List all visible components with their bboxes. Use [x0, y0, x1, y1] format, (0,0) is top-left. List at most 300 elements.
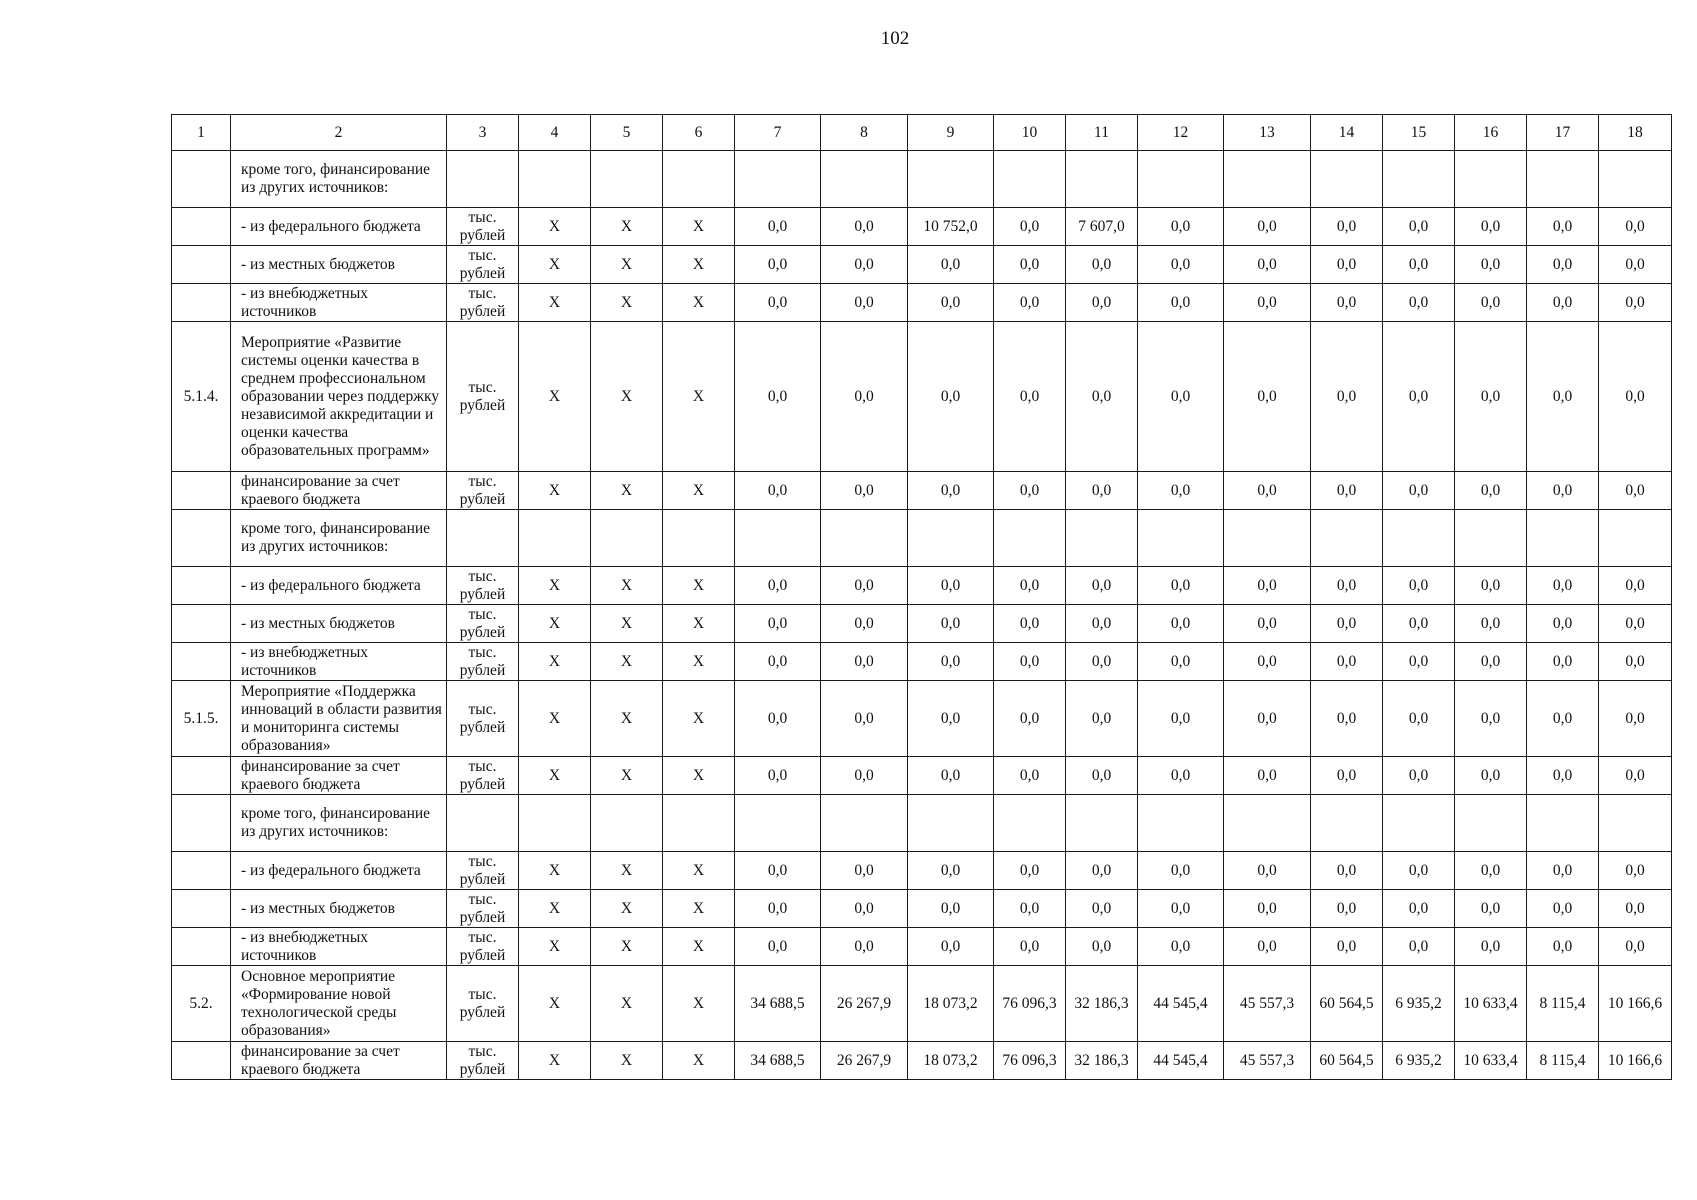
value-cell: 0,0 — [821, 284, 908, 322]
value-cell: 0,0 — [994, 605, 1066, 643]
marker-cell: Х — [519, 322, 591, 472]
row-number-cell — [172, 208, 231, 246]
column-header: 11 — [1066, 115, 1138, 151]
marker-cell — [591, 151, 663, 208]
marker-cell: Х — [663, 246, 735, 284]
marker-cell: Х — [519, 890, 591, 928]
budget-table — [171, 114, 1672, 1080]
value-cell: 32 186,3 — [1066, 1042, 1138, 1080]
value-cell: 10 633,4 — [1455, 1042, 1527, 1080]
value-cell: 0,0 — [1455, 852, 1527, 890]
row-number-cell — [172, 1042, 231, 1080]
column-header: 14 — [1311, 115, 1383, 151]
value-cell — [821, 151, 908, 208]
marker-cell: Х — [519, 284, 591, 322]
value-cell: 0,0 — [1311, 928, 1383, 966]
row-description-cell: финансирование за счет краевого бюджета — [231, 472, 447, 510]
value-cell — [1527, 510, 1599, 567]
value-cell: 0,0 — [1311, 567, 1383, 605]
value-cell — [1224, 510, 1311, 567]
value-cell: 0,0 — [1311, 472, 1383, 510]
value-cell: 0,0 — [821, 208, 908, 246]
value-cell: 0,0 — [821, 928, 908, 966]
table-row — [172, 928, 1672, 966]
value-cell: 0,0 — [1599, 643, 1672, 681]
value-cell: 0,0 — [1138, 472, 1224, 510]
value-cell — [908, 510, 994, 567]
value-cell: 0,0 — [1455, 890, 1527, 928]
value-cell — [821, 795, 908, 852]
marker-cell: Х — [591, 966, 663, 1042]
value-cell: 0,0 — [821, 852, 908, 890]
unit-cell — [447, 795, 519, 852]
value-cell: 10 166,6 — [1599, 1042, 1672, 1080]
unit-cell: тыс. рублей — [447, 284, 519, 322]
value-cell: 0,0 — [908, 643, 994, 681]
value-cell: 0,0 — [908, 928, 994, 966]
marker-cell: Х — [663, 1042, 735, 1080]
row-description-cell: кроме того, финансирование из других источников: — [231, 510, 447, 567]
value-cell: 0,0 — [1311, 246, 1383, 284]
column-header: 16 — [1455, 115, 1527, 151]
value-cell: 0,0 — [1138, 643, 1224, 681]
value-cell: 0,0 — [735, 605, 821, 643]
column-header: 7 — [735, 115, 821, 151]
unit-cell: тыс. рублей — [447, 757, 519, 795]
row-number-cell — [172, 284, 231, 322]
value-cell: 60 564,5 — [1311, 1042, 1383, 1080]
marker-cell: Х — [663, 567, 735, 605]
value-cell: 45 557,3 — [1224, 966, 1311, 1042]
value-cell: 0,0 — [994, 681, 1066, 757]
value-cell: 0,0 — [821, 757, 908, 795]
value-cell: 0,0 — [1138, 928, 1224, 966]
value-cell: 76 096,3 — [994, 966, 1066, 1042]
value-cell: 10 752,0 — [908, 208, 994, 246]
value-cell: 0,0 — [1311, 208, 1383, 246]
value-cell: 34 688,5 — [735, 966, 821, 1042]
value-cell: 0,0 — [1599, 246, 1672, 284]
table-row — [172, 322, 1672, 472]
marker-cell: Х — [519, 208, 591, 246]
value-cell: 0,0 — [1066, 852, 1138, 890]
value-cell: 0,0 — [908, 852, 994, 890]
table-row — [172, 284, 1672, 322]
value-cell — [735, 151, 821, 208]
value-cell — [735, 510, 821, 567]
marker-cell: Х — [519, 567, 591, 605]
value-cell: 0,0 — [1383, 757, 1455, 795]
table-row — [172, 1042, 1672, 1080]
marker-cell: Х — [663, 966, 735, 1042]
marker-cell: Х — [663, 208, 735, 246]
row-description-cell: Основное мероприятие «Формирование новой технологической среды образования» — [231, 966, 447, 1042]
marker-cell: Х — [591, 643, 663, 681]
value-cell: 26 267,9 — [821, 1042, 908, 1080]
unit-cell: тыс. рублей — [447, 890, 519, 928]
value-cell: 0,0 — [1455, 322, 1527, 472]
value-cell — [1311, 795, 1383, 852]
value-cell: 0,0 — [1311, 890, 1383, 928]
value-cell: 0,0 — [821, 567, 908, 605]
table-row — [172, 890, 1672, 928]
value-cell: 10 166,6 — [1599, 966, 1672, 1042]
marker-cell — [663, 795, 735, 852]
unit-cell: тыс. рублей — [447, 472, 519, 510]
row-description-cell: - из местных бюджетов — [231, 246, 447, 284]
value-cell — [1311, 510, 1383, 567]
marker-cell: Х — [519, 643, 591, 681]
column-header: 8 — [821, 115, 908, 151]
value-cell: 0,0 — [1138, 757, 1224, 795]
value-cell: 8 115,4 — [1527, 966, 1599, 1042]
value-cell: 0,0 — [735, 890, 821, 928]
value-cell: 0,0 — [1066, 567, 1138, 605]
value-cell — [1066, 510, 1138, 567]
table-row — [172, 208, 1672, 246]
value-cell: 76 096,3 — [994, 1042, 1066, 1080]
marker-cell: Х — [663, 605, 735, 643]
value-cell: 0,0 — [994, 246, 1066, 284]
value-cell: 0,0 — [1527, 322, 1599, 472]
row-number-cell: 5.1.5. — [172, 681, 231, 757]
value-cell: 7 607,0 — [1066, 208, 1138, 246]
row-number-cell — [172, 643, 231, 681]
value-cell: 0,0 — [1066, 928, 1138, 966]
value-cell: 0,0 — [1383, 208, 1455, 246]
marker-cell: Х — [519, 246, 591, 284]
value-cell: 0,0 — [908, 284, 994, 322]
marker-cell: Х — [663, 284, 735, 322]
value-cell: 0,0 — [1066, 322, 1138, 472]
value-cell: 0,0 — [1224, 928, 1311, 966]
marker-cell — [519, 151, 591, 208]
row-description-cell: - из внебюджетных источников — [231, 643, 447, 681]
value-cell: 0,0 — [1599, 852, 1672, 890]
unit-cell: тыс. рублей — [447, 852, 519, 890]
value-cell: 0,0 — [994, 757, 1066, 795]
table-row — [172, 472, 1672, 510]
marker-cell: Х — [591, 246, 663, 284]
marker-cell: Х — [519, 757, 591, 795]
value-cell: 0,0 — [908, 472, 994, 510]
table-row — [172, 966, 1672, 1042]
value-cell: 0,0 — [735, 567, 821, 605]
value-cell: 0,0 — [1224, 284, 1311, 322]
row-number-cell: 5.2. — [172, 966, 231, 1042]
value-cell: 0,0 — [821, 605, 908, 643]
column-header: 3 — [447, 115, 519, 151]
value-cell: 0,0 — [1138, 284, 1224, 322]
value-cell: 0,0 — [994, 890, 1066, 928]
value-cell — [1311, 151, 1383, 208]
value-cell: 18 073,2 — [908, 1042, 994, 1080]
value-cell — [1224, 151, 1311, 208]
marker-cell: Х — [591, 757, 663, 795]
marker-cell — [663, 151, 735, 208]
value-cell: 0,0 — [735, 852, 821, 890]
table-row — [172, 681, 1672, 757]
value-cell: 0,0 — [1527, 567, 1599, 605]
value-cell — [1138, 510, 1224, 567]
value-cell: 60 564,5 — [1311, 966, 1383, 1042]
value-cell: 0,0 — [1527, 757, 1599, 795]
value-cell: 0,0 — [994, 472, 1066, 510]
value-cell — [735, 795, 821, 852]
value-cell: 0,0 — [1527, 643, 1599, 681]
value-cell: 0,0 — [1599, 472, 1672, 510]
value-cell: 0,0 — [735, 472, 821, 510]
row-number-cell: 5.1.4. — [172, 322, 231, 472]
marker-cell: Х — [591, 208, 663, 246]
value-cell: 0,0 — [1383, 284, 1455, 322]
value-cell: 18 073,2 — [908, 966, 994, 1042]
row-number-cell — [172, 246, 231, 284]
marker-cell: Х — [591, 928, 663, 966]
value-cell: 0,0 — [1311, 605, 1383, 643]
marker-cell: Х — [591, 852, 663, 890]
value-cell: 0,0 — [735, 208, 821, 246]
value-cell: 0,0 — [1455, 757, 1527, 795]
column-header: 6 — [663, 115, 735, 151]
value-cell: 26 267,9 — [821, 966, 908, 1042]
value-cell: 0,0 — [1383, 472, 1455, 510]
value-cell: 0,0 — [994, 567, 1066, 605]
value-cell: 0,0 — [1066, 246, 1138, 284]
value-cell: 0,0 — [1455, 208, 1527, 246]
value-cell: 0,0 — [908, 567, 994, 605]
column-header: 2 — [231, 115, 447, 151]
value-cell: 0,0 — [1066, 643, 1138, 681]
value-cell: 0,0 — [1066, 605, 1138, 643]
marker-cell: Х — [591, 605, 663, 643]
value-cell: 0,0 — [1138, 605, 1224, 643]
value-cell: 0,0 — [1224, 605, 1311, 643]
value-cell: 0,0 — [1599, 605, 1672, 643]
value-cell: 0,0 — [1455, 643, 1527, 681]
value-cell: 0,0 — [1311, 284, 1383, 322]
row-number-cell — [172, 510, 231, 567]
marker-cell: Х — [591, 567, 663, 605]
page-number: 102 — [880, 28, 910, 49]
value-cell: 0,0 — [735, 928, 821, 966]
value-cell: 0,0 — [1599, 681, 1672, 757]
table-row — [172, 151, 1672, 208]
column-header: 1 — [172, 115, 231, 151]
column-header: 5 — [591, 115, 663, 151]
value-cell: 0,0 — [1383, 246, 1455, 284]
value-cell: 0,0 — [1455, 567, 1527, 605]
marker-cell: Х — [519, 681, 591, 757]
marker-cell: Х — [519, 928, 591, 966]
row-number-cell — [172, 890, 231, 928]
value-cell — [994, 795, 1066, 852]
column-header: 10 — [994, 115, 1066, 151]
value-cell: 0,0 — [908, 246, 994, 284]
marker-cell: Х — [519, 1042, 591, 1080]
value-cell: 0,0 — [1527, 605, 1599, 643]
value-cell: 0,0 — [1311, 852, 1383, 890]
value-cell: 6 935,2 — [1383, 1042, 1455, 1080]
value-cell — [1455, 795, 1527, 852]
value-cell: 0,0 — [821, 322, 908, 472]
value-cell — [1066, 151, 1138, 208]
value-cell: 0,0 — [1527, 681, 1599, 757]
marker-cell: Х — [591, 284, 663, 322]
value-cell: 10 633,4 — [1455, 966, 1527, 1042]
value-cell: 0,0 — [1599, 890, 1672, 928]
value-cell — [1527, 151, 1599, 208]
value-cell: 0,0 — [1383, 852, 1455, 890]
table-row — [172, 757, 1672, 795]
column-header: 12 — [1138, 115, 1224, 151]
value-cell: 0,0 — [1527, 852, 1599, 890]
value-cell: 0,0 — [821, 246, 908, 284]
value-cell: 0,0 — [1527, 928, 1599, 966]
value-cell: 0,0 — [735, 757, 821, 795]
marker-cell — [519, 795, 591, 852]
column-header: 17 — [1527, 115, 1599, 151]
value-cell: 0,0 — [1527, 246, 1599, 284]
table-row — [172, 643, 1672, 681]
value-cell — [908, 151, 994, 208]
value-cell: 0,0 — [994, 208, 1066, 246]
value-cell: 0,0 — [1455, 284, 1527, 322]
value-cell: 0,0 — [1455, 246, 1527, 284]
marker-cell: Х — [663, 852, 735, 890]
value-cell — [1527, 795, 1599, 852]
table-row — [172, 852, 1672, 890]
value-cell: 0,0 — [1224, 208, 1311, 246]
value-cell: 0,0 — [821, 643, 908, 681]
value-cell: 0,0 — [1383, 322, 1455, 472]
row-number-cell — [172, 852, 231, 890]
value-cell — [1599, 510, 1672, 567]
marker-cell: Х — [591, 1042, 663, 1080]
value-cell — [1383, 510, 1455, 567]
header-row — [172, 115, 1672, 151]
value-cell: 44 545,4 — [1138, 1042, 1224, 1080]
value-cell — [1455, 510, 1527, 567]
value-cell: 0,0 — [1224, 567, 1311, 605]
marker-cell: Х — [591, 472, 663, 510]
unit-cell: тыс. рублей — [447, 246, 519, 284]
row-description-cell: Мероприятие «Развитие системы оценки качества в среднем профессиональном образовании через поддержку независимой аккредитации и оценки качества образовательных программ» — [231, 322, 447, 472]
value-cell: 0,0 — [1527, 208, 1599, 246]
marker-cell: Х — [663, 757, 735, 795]
value-cell: 0,0 — [1599, 208, 1672, 246]
marker-cell: Х — [663, 890, 735, 928]
value-cell — [1066, 795, 1138, 852]
column-header: 18 — [1599, 115, 1672, 151]
value-cell: 0,0 — [1138, 208, 1224, 246]
value-cell: 0,0 — [1224, 322, 1311, 472]
marker-cell: Х — [519, 472, 591, 510]
value-cell: 0,0 — [1383, 681, 1455, 757]
value-cell: 0,0 — [1311, 757, 1383, 795]
unit-cell: тыс. рублей — [447, 567, 519, 605]
value-cell: 0,0 — [1455, 928, 1527, 966]
value-cell: 0,0 — [1527, 472, 1599, 510]
value-cell: 0,0 — [994, 284, 1066, 322]
value-cell: 0,0 — [1066, 681, 1138, 757]
value-cell: 34 688,5 — [735, 1042, 821, 1080]
marker-cell — [519, 510, 591, 567]
value-cell: 0,0 — [908, 605, 994, 643]
value-cell — [1383, 795, 1455, 852]
marker-cell: Х — [519, 966, 591, 1042]
value-cell: 0,0 — [735, 681, 821, 757]
value-cell: 0,0 — [821, 890, 908, 928]
marker-cell: Х — [663, 643, 735, 681]
value-cell: 0,0 — [1224, 757, 1311, 795]
row-number-cell — [172, 567, 231, 605]
value-cell: 6 935,2 — [1383, 966, 1455, 1042]
value-cell: 0,0 — [1066, 890, 1138, 928]
value-cell: 0,0 — [1224, 890, 1311, 928]
value-cell — [908, 795, 994, 852]
unit-cell: тыс. рублей — [447, 928, 519, 966]
marker-cell — [591, 510, 663, 567]
value-cell: 0,0 — [1599, 322, 1672, 472]
unit-cell: тыс. рублей — [447, 208, 519, 246]
marker-cell: Х — [591, 322, 663, 472]
value-cell: 0,0 — [1599, 757, 1672, 795]
value-cell: 0,0 — [1383, 643, 1455, 681]
unit-cell — [447, 510, 519, 567]
column-header: 15 — [1383, 115, 1455, 151]
row-description-cell: - из внебюджетных источников — [231, 928, 447, 966]
value-cell — [1224, 795, 1311, 852]
row-description-cell: - из местных бюджетов — [231, 890, 447, 928]
table-row — [172, 567, 1672, 605]
table-row — [172, 605, 1672, 643]
value-cell: 0,0 — [1311, 322, 1383, 472]
value-cell: 0,0 — [1311, 681, 1383, 757]
row-number-cell — [172, 605, 231, 643]
value-cell: 0,0 — [994, 643, 1066, 681]
value-cell: 0,0 — [1455, 681, 1527, 757]
row-number-cell — [172, 151, 231, 208]
value-cell: 0,0 — [1455, 472, 1527, 510]
row-number-cell — [172, 795, 231, 852]
value-cell: 0,0 — [735, 643, 821, 681]
value-cell: 0,0 — [1224, 852, 1311, 890]
value-cell: 0,0 — [1599, 928, 1672, 966]
value-cell — [1138, 151, 1224, 208]
row-description-cell: - из федерального бюджета — [231, 852, 447, 890]
value-cell: 0,0 — [994, 852, 1066, 890]
marker-cell: Х — [591, 681, 663, 757]
value-cell — [1599, 151, 1672, 208]
value-cell: 0,0 — [994, 928, 1066, 966]
marker-cell: Х — [591, 890, 663, 928]
value-cell: 0,0 — [1138, 852, 1224, 890]
value-cell: 0,0 — [1383, 567, 1455, 605]
value-cell: 0,0 — [1383, 890, 1455, 928]
row-description-cell: Мероприятие «Поддержка инноваций в области развития и мониторинга системы образования» — [231, 681, 447, 757]
column-header: 4 — [519, 115, 591, 151]
value-cell: 0,0 — [735, 246, 821, 284]
marker-cell: Х — [663, 681, 735, 757]
value-cell: 0,0 — [1066, 284, 1138, 322]
value-cell: 0,0 — [821, 472, 908, 510]
marker-cell: Х — [519, 605, 591, 643]
value-cell: 32 186,3 — [1066, 966, 1138, 1042]
marker-cell: Х — [663, 322, 735, 472]
row-description-cell: - из федерального бюджета — [231, 567, 447, 605]
unit-cell: тыс. рублей — [447, 643, 519, 681]
